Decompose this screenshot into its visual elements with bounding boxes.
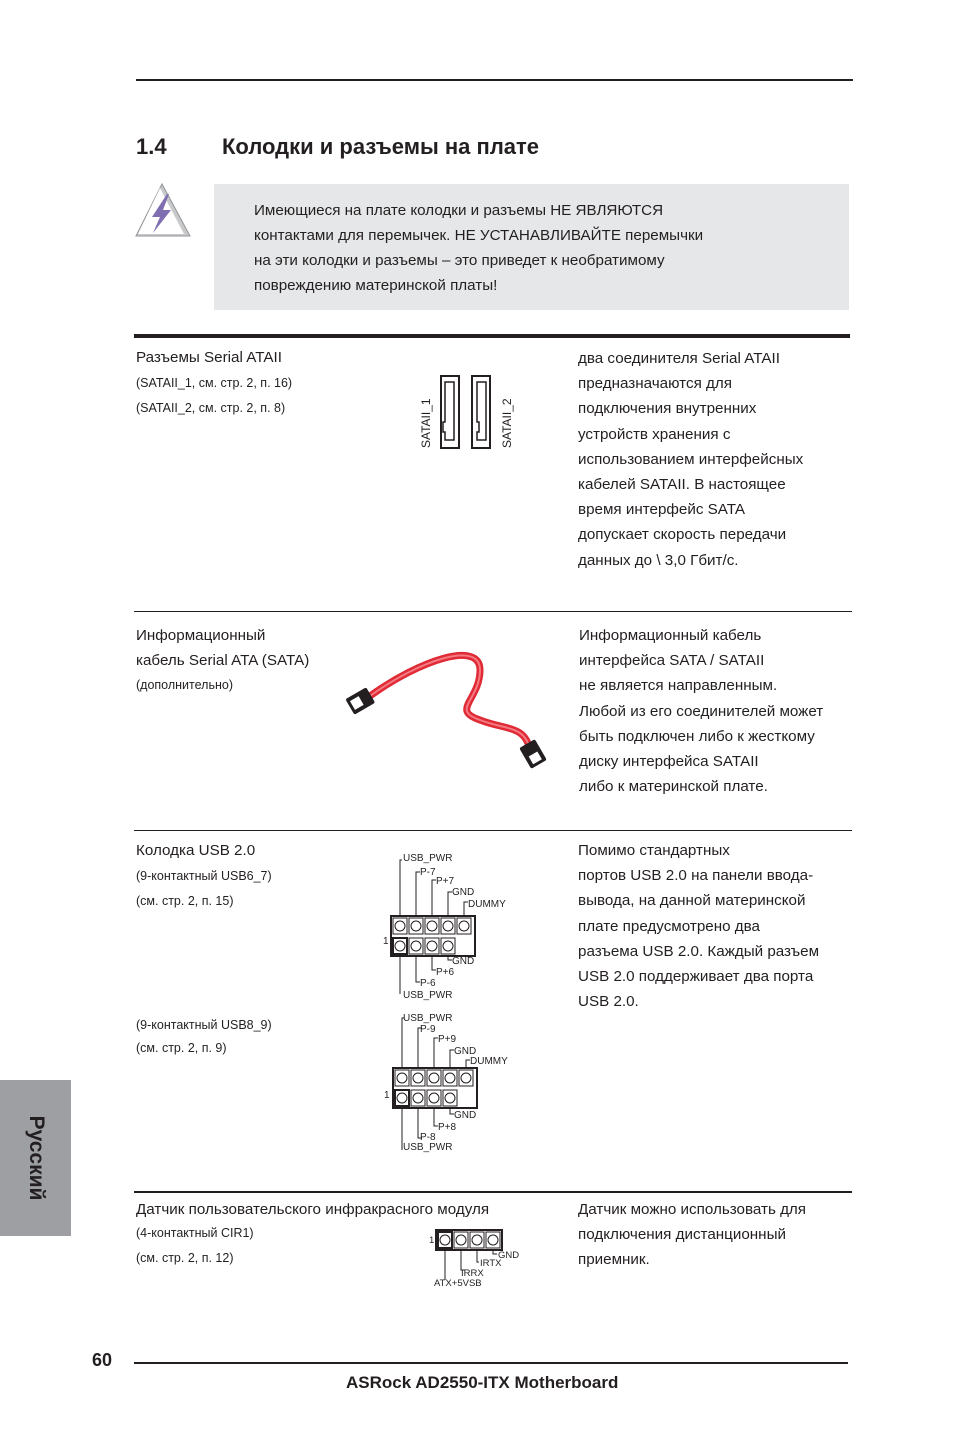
pin-label: ATX+5VSB [434,1278,482,1289]
section-title: Колодки и разъемы на плате [222,134,540,159]
footer-rule [134,1362,848,1364]
usb-header2-ref: (9-контактный USB8_9) [136,1018,272,1032]
pin-label: USB_PWR [403,853,453,864]
language-side-tab [0,1080,71,1236]
sata-ref: (SATAII_1, см. стр. 2, п. 16) [136,376,293,390]
page-number: 60 [92,1350,113,1370]
pin1-marker: 1 [429,1235,435,1246]
pin-label: P-8 [420,1132,436,1143]
ir-header-diagram [425,1226,525,1290]
usb-header1-diagram [380,850,520,1002]
pin-label: USB_PWR [403,990,453,1001]
ir-header-label: Датчик пользовательского инфракрасного модуля [136,1201,490,1218]
pin-label: DUMMY [468,899,506,910]
pin-label: P+9 [438,1034,457,1045]
sata-ref: (SATAII_2, см. стр. 2, п. 8) [136,401,286,415]
warning-line: контактами для перемычек. НЕ УСТАНАВЛИВАЙТЕ перемычки [254,227,704,244]
pin-label: P-9 [420,1024,436,1035]
footer-product-name: ASRock AD2550-ITX Motherboard [346,1373,619,1392]
usb-header1-ref: (9-контактный USB6_7) [136,869,272,883]
language-side-tab-label: Русский [25,1115,48,1201]
usb-header-label: Колодка USB 2.0 [136,842,256,859]
sata-connectors-diagram [410,372,520,458]
sata-cable-label-line: кабель Serial ATA (SATA) [136,652,310,669]
section-divider-thick [134,1191,852,1193]
top-rule [136,79,853,81]
warning-line: на эти колодки и разъемы – это приведет к необратимому [254,252,665,269]
pin-label: P-6 [420,978,436,989]
ir-header-description: Датчик можно использовать для подключения дистанционный приемник. [578,1201,807,1269]
warning-line: повреждению материнской платы! [254,277,498,294]
pin-label: USB_PWR [403,1142,453,1153]
pin-label: DUMMY [470,1056,508,1067]
sata-cable-label-line: Информационный [136,627,266,644]
pin-label: P+7 [436,876,455,887]
sata-cable-connector-right [519,739,547,769]
pin-label: GND [454,1046,477,1057]
sata-cable-note: (дополнительно) [136,678,233,692]
warning-line: Имеющиеся на плате колодки и разъемы НЕ ЯВЛЯЮТСЯ [254,202,664,219]
pin-label: GND [454,1110,477,1121]
pin-label: GND [452,956,475,967]
pin-label: GND [452,887,475,898]
sata2-label: SATAII_2 [500,398,514,448]
pin-label: IRTX [480,1258,502,1269]
usb-header2-diagram [382,1010,522,1158]
pin1-marker: 1 [383,936,389,947]
pin-label: GND [498,1250,520,1261]
pin-label: IRRX [461,1268,484,1279]
sata-cable-description: Информационный кабель интерфейса SATA / SATAII не является направленным. Любой из его соединителей может быть подключен либо к жесткому диску интерфейса SATAII либо к материнской плате. [579,627,824,796]
section-divider [134,611,852,612]
usb-header-description: Помимо стандартных портов USB 2.0 на панели ввода- вывода, на данной материнской плате предусмотрено два разъема USB 2.0. Каждый разъем USB 2.0 поддерживает два порта USB 2.0. [578,842,820,1011]
section-divider [134,830,852,831]
section-heading [136,134,539,160]
section-divider-thick [134,334,850,338]
ir-header-ref: (4-контактный CIR1) [136,1226,254,1240]
pin-label: USB_PWR [403,1013,453,1024]
sata2-connector-shape [472,376,490,448]
ir-header-ref: (см. стр. 2, п. 12) [136,1251,234,1265]
sata1-connector-shape [441,376,459,448]
pin-label: P+8 [438,1122,457,1133]
section-number: 1.4 [136,134,167,159]
pin1-marker: 1 [384,1090,390,1101]
sata-cable-image [340,630,555,775]
sata-connectors-label: Разъемы Serial ATAII [136,349,282,366]
pin-label: P-7 [420,867,436,878]
warning-box [214,184,849,310]
pin-label: P+6 [436,967,455,978]
sata1-label: SATAII_1 [419,398,433,448]
usb-header1-ref: (см. стр. 2, п. 15) [136,894,234,908]
warning-triangle-lightning-icon [133,182,193,240]
usb-header2-ref: (см. стр. 2, п. 9) [136,1041,227,1055]
sata-connectors-description: два соединителя Serial ATAII предназначаются для подключения внутренних устройств хранения с использованием интерфейсных кабелей SATAII. В настоящее время интерфейс SATA допускает скорость передачи данных до \ 3,0 Гбит/с. [578,350,804,569]
